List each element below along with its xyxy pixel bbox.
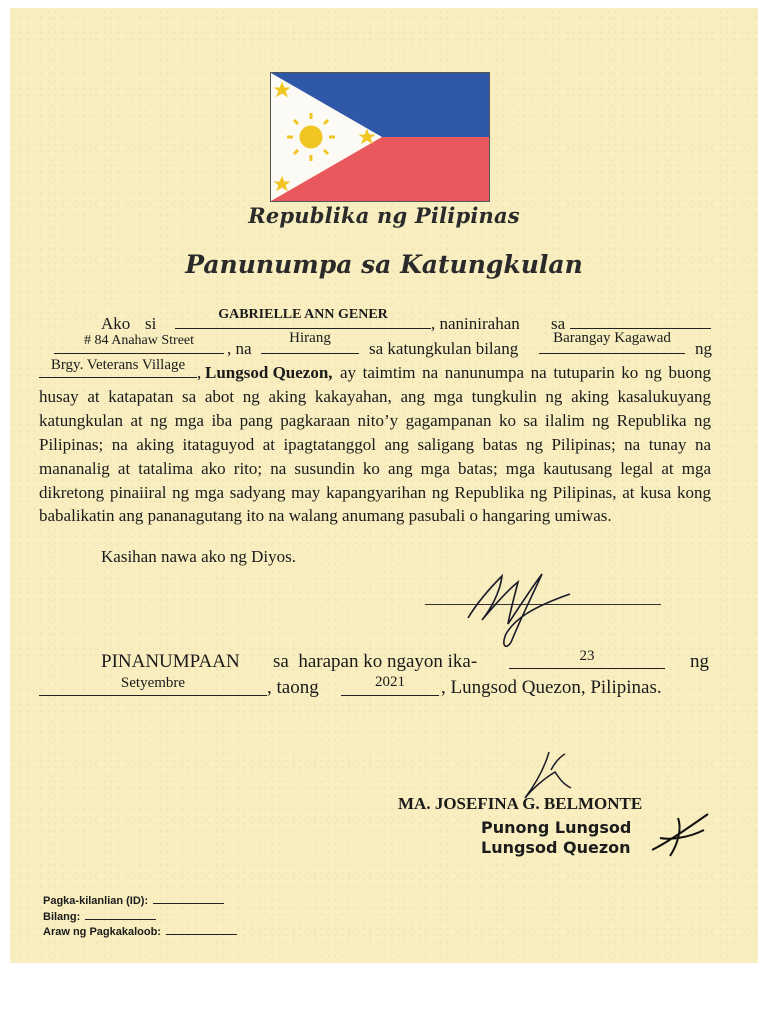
oath-line-6: Pilipinas; na aking itataguyod at ipagtatanggol ang saligang batas ng Pilipinas; na tunay na bbox=[39, 435, 711, 454]
position-field: Barangay Kagawad bbox=[539, 331, 685, 354]
oath-line-4: husay at katapatan sa abot ng aking kakayahan, ang mga tungkulin ng aking kasalukuyang bbox=[39, 387, 711, 406]
name-field: GABRIELLE ANN GENER bbox=[175, 307, 431, 329]
oath-line-9: babalikatin ang pananagutang ito na walang anumang pasubali o hangaring umiwas. bbox=[39, 506, 612, 525]
taong-label: , taong bbox=[267, 677, 319, 698]
place-label: , Lungsod Quezon, Pilipinas. bbox=[441, 677, 662, 698]
official-title: Punong Lungsod bbox=[481, 818, 632, 837]
oath-naninirahan: , naninirahan bbox=[431, 314, 520, 333]
philippine-flag-icon bbox=[270, 72, 490, 202]
oath-line-3-rest: ay taimtim na nanunumpa na tutuparin ko ng buong bbox=[340, 363, 711, 382]
oath-ng: ng bbox=[695, 339, 712, 358]
oath-na: , na bbox=[227, 339, 252, 358]
bilang-line bbox=[85, 909, 156, 920]
oath-si: si bbox=[145, 314, 157, 333]
kasihan-line: Kasihan nawa ako ng Diyos. bbox=[101, 547, 296, 566]
year-field: 2021 bbox=[341, 675, 439, 696]
oath-line-5: katungkulan at ng mga iba pang pagkaraan nito’y gagampanan ko sa ilalim ng Republika ng bbox=[39, 411, 711, 430]
oath-sa: sa bbox=[551, 314, 566, 333]
id-label: Pagka-kilanlian (ID): bbox=[43, 895, 149, 907]
araw-label: Araw ng Pagkakaloob: bbox=[43, 926, 161, 938]
document-title: Panunumpa sa Katungkulan bbox=[185, 250, 583, 279]
oath-line-8: dikretong pinaiiral ng mga sadyang may kapangyarihan ng Republika ng Pilipinas, at kusa kong bbox=[39, 483, 711, 502]
day-field: 23 bbox=[509, 649, 665, 669]
id-row bbox=[43, 893, 224, 907]
hirang-field: Hirang bbox=[261, 331, 359, 354]
republic-heading: Republika ng Pilipinas bbox=[248, 203, 520, 228]
id-line bbox=[153, 893, 224, 904]
bilang-row bbox=[43, 909, 156, 923]
official-name: MA. JOSEFINA G. BELMONTE bbox=[398, 794, 643, 813]
sa-harapan-label: sa harapan ko ngayon ika- bbox=[273, 651, 478, 672]
official-city: Lungsod Quezon bbox=[481, 838, 631, 857]
araw-row bbox=[43, 924, 237, 938]
residence-line bbox=[570, 315, 711, 329]
month-field: Setyembre bbox=[39, 676, 267, 696]
initials-signature bbox=[648, 808, 712, 862]
oath-comma: , bbox=[197, 363, 202, 382]
oath-ako: Ako bbox=[101, 314, 131, 333]
affiant-signature bbox=[460, 568, 580, 652]
oath-katungkulan-bilang: sa katungkulan bilang bbox=[369, 339, 519, 358]
oath-city: Lungsod Quezon, bbox=[205, 363, 333, 382]
sworn-ng: ng bbox=[690, 651, 709, 672]
address-field: # 84 Anahaw Street bbox=[54, 333, 224, 354]
araw-line bbox=[166, 924, 237, 935]
oath-line-7: mananalig at tatalima ako rito; na susundin ko ang mga batas; mga kautusang legal at mga bbox=[39, 459, 711, 478]
bilang-label: Bilang: bbox=[43, 911, 81, 923]
pinanumpaan-label: PINANUMPAAN bbox=[101, 651, 240, 672]
barangay-field: Brgy. Veterans Village bbox=[39, 358, 197, 378]
